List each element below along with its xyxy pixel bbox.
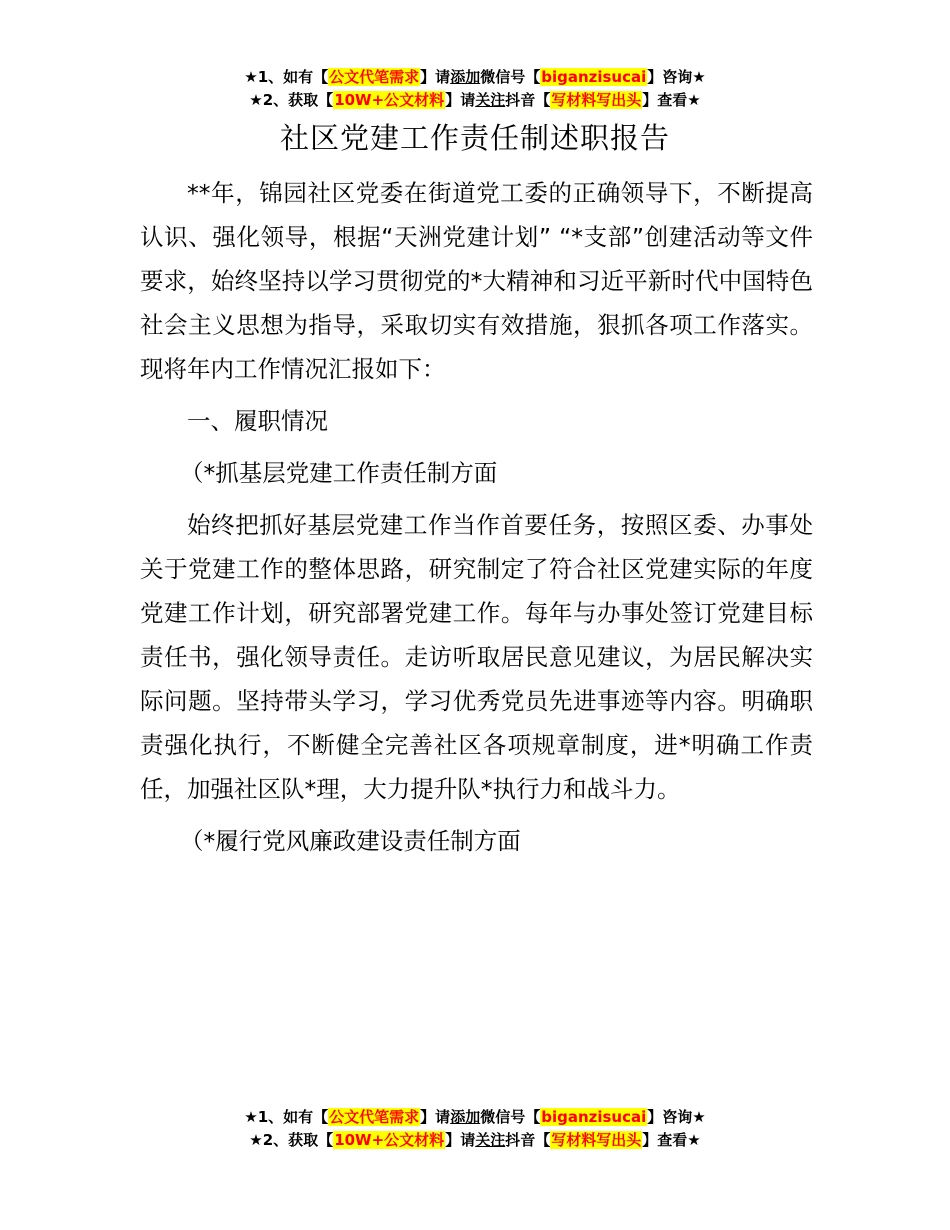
banner-highlight: 写材料写出头 bbox=[551, 1131, 642, 1149]
section-heading: 一、履职情况 bbox=[187, 407, 328, 435]
banner-line-2 bbox=[0, 89, 950, 112]
banner-text: 微信号【 bbox=[480, 68, 541, 86]
banner-highlight: 10W+公文材料 bbox=[334, 1131, 445, 1149]
banner-text: 微信号【 bbox=[480, 1108, 541, 1126]
banner-text: 】查看★ bbox=[642, 1131, 701, 1149]
document-body bbox=[140, 171, 813, 871]
document-title: 社区党建工作责任制述职报告 bbox=[279, 121, 670, 155]
subsection-heading: （*履行党风廉政建设责任制方面 bbox=[180, 827, 521, 855]
banner-underlined-text: 添加 bbox=[450, 68, 481, 86]
banner-text: ★1、如有【 bbox=[244, 68, 329, 86]
banner-highlight: 公文代笔需求 bbox=[329, 1108, 420, 1126]
banner-text: ★1、如有【 bbox=[244, 1108, 329, 1126]
banner-highlight: 写材料写出头 bbox=[551, 91, 642, 109]
banner-highlight: biganzisucai bbox=[541, 1108, 647, 1126]
banner-text: 】咨询★ bbox=[647, 1108, 706, 1126]
banner-text: 】咨询★ bbox=[647, 68, 706, 86]
banner-line-1 bbox=[0, 1106, 950, 1129]
footer-banner bbox=[0, 1106, 950, 1152]
banner-underlined-text: 关注 bbox=[475, 1131, 506, 1149]
paragraph-body: 始终把抓好基层党建工作当作首要任务，按照区委、办事处关于党建工作的整体思路，研究制定了符合社区党建实际的年度党建工作计划，研究部署党建工作。每年与办事处签订党建目标责任书，强化领导责任。走访听取居民意见建议，为居民解决实际问题。坚持带头学习，学习优秀党员先进事迹等内容。明确职责强化执行，不断健全完善社区各项规章制度，进*明确工作责任，加强社区队*理，大力提升队*执行力和战斗力。 bbox=[140, 511, 813, 803]
banner-text: 】请 bbox=[420, 68, 451, 86]
banner-text: 抖音【 bbox=[505, 91, 551, 109]
banner-line-2 bbox=[0, 1129, 950, 1152]
subsection-heading: （*抓基层党建工作责任制方面 bbox=[180, 459, 498, 487]
banner-line-1 bbox=[0, 66, 950, 89]
banner-underlined-text: 关注 bbox=[475, 91, 506, 109]
banner-text: 】请 bbox=[445, 1131, 476, 1149]
banner-highlight: 10W+公文材料 bbox=[334, 91, 445, 109]
banner-text: ★2、获取【 bbox=[249, 1131, 334, 1149]
banner-text: 】查看★ bbox=[642, 91, 701, 109]
paragraph-intro: **年，锦园社区党委在街道党工委的正确领导下，不断提高认识、强化领导，根据“天洲党建计划” “*支部”创建活动等文件要求，始终坚持以学习贯彻党的*大精神和习近平新时代中国特色社会主义思想为指导，采取切实有效措施，狠抓各项工作落实。现将年内工作情况汇报如下： bbox=[140, 179, 813, 383]
banner-text: 】请 bbox=[420, 1108, 451, 1126]
header-banner bbox=[0, 66, 950, 112]
banner-text: 抖音【 bbox=[505, 1131, 551, 1149]
banner-highlight: 公文代笔需求 bbox=[329, 68, 420, 86]
banner-underlined-text: 添加 bbox=[450, 1108, 481, 1126]
banner-text: 】请 bbox=[445, 91, 476, 109]
banner-text: ★2、获取【 bbox=[249, 91, 334, 109]
banner-highlight: biganzisucai bbox=[541, 68, 647, 86]
